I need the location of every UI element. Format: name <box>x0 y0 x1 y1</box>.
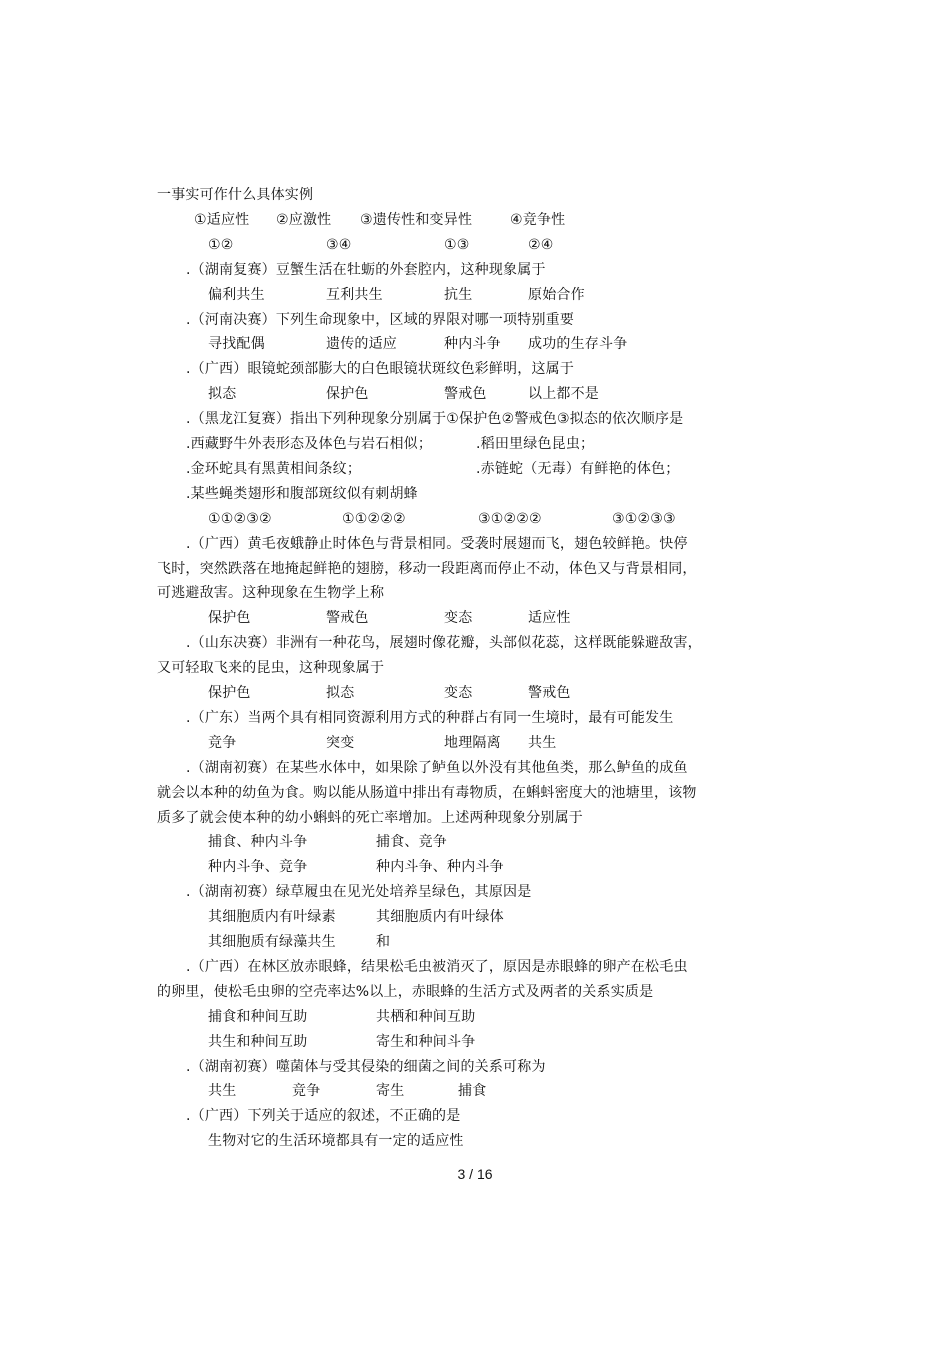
option-cell: 共生 <box>528 734 557 751</box>
text-line: .（广东）当两个具有相同资源利用方式的种群占有同一生境时，最有可能发生 <box>186 709 674 726</box>
text-line <box>208 832 720 852</box>
text-line: .（黑龙江复赛）指出下列种现象分别属于①保护色②警戒色③拟态的依次顺序是 <box>186 411 684 428</box>
option-cell: 警戒色 <box>326 610 369 627</box>
option-cell: 保护色 <box>326 386 369 403</box>
text-line: 的卵里，使松毛虫卵的空壳率达%以上，赤眼蜂的生活方式及两者的关系实质是 <box>157 983 654 1000</box>
option-cell: 拟态 <box>326 685 355 701</box>
text-line: 质多了就会使本种的幼小蝌蚪的死亡率增加。上述两种现象分别属于 <box>157 809 583 826</box>
text-line: 飞时，突然跌落在地掩起鲜艳的翅膀，移动一段距离而停止不动，体色又与背景相同， <box>157 560 697 577</box>
option-cell: 保护色 <box>208 610 251 627</box>
text-line: .某些蝇类翅形和腹部斑纹似有刺胡蜂 <box>186 485 418 502</box>
page-number: 3 / 16 <box>457 1166 493 1182</box>
option-cell: ①①②③② <box>208 510 272 527</box>
option-cell: ①② <box>208 236 234 253</box>
option-cell: 以上都不是 <box>528 386 599 403</box>
text-line <box>208 1032 720 1052</box>
option-cell: ①③ <box>444 236 470 253</box>
option-cell: 抗生 <box>444 286 473 303</box>
option-cell: ①适应性 <box>194 211 250 228</box>
option-cell: ③④ <box>326 236 352 253</box>
text-line: .（湖南初赛）在某些水体中，如果除了鲈鱼以外没有其他鱼类，那么鲈鱼的成鱼 <box>186 759 688 776</box>
option-cell: 种内斗争 <box>444 336 501 353</box>
option-cell: .金环蛇具有黑黄相间条纹； <box>186 460 362 477</box>
text-line: 一事实可作什么具体实例 <box>157 187 314 203</box>
option-cell: 地理隔离 <box>444 734 501 751</box>
option-cell: 互利共生 <box>326 286 383 303</box>
text-line <box>208 334 720 354</box>
option-cell: 捕食 <box>458 1083 487 1100</box>
text-line <box>208 285 720 305</box>
text-line <box>208 932 720 952</box>
option-cell: ①①②②② <box>342 510 406 527</box>
option-cell: ②应激性 <box>276 211 332 228</box>
text-line: 又可轻取飞来的昆虫，这种现象属于 <box>157 660 385 677</box>
option-cell: 原始合作 <box>528 286 585 303</box>
option-cell: 变态 <box>444 685 473 701</box>
text-line: .（河南决赛）下列生命现象中，区域的界限对哪一项特别重要 <box>186 311 575 328</box>
option-cell: 寄生 <box>376 1083 405 1100</box>
text-line <box>208 733 720 753</box>
text-line <box>186 434 720 454</box>
text-line <box>208 857 720 877</box>
option-cell: 寻找配偶 <box>208 336 265 353</box>
option-cell: 和 <box>376 934 391 950</box>
option-cell: .西藏野牛外表形态及体色与岩石相似； <box>186 436 433 452</box>
option-cell: ③遗传性和变异性 <box>360 211 473 228</box>
text-line <box>208 608 720 628</box>
option-cell: 其细胞质内有叶绿体 <box>376 909 504 926</box>
text-line: 可逃避敌害。这种现象在生物学上称 <box>157 585 385 602</box>
text-line: .（山东决赛）非洲有一种花鸟，展翅时像花瓣，头部似花蕊，这样既能躲避敌害， <box>186 635 702 652</box>
option-cell: 其细胞质内有叶绿素 <box>208 909 336 926</box>
text-line <box>194 210 720 230</box>
option-cell: 共生和种间互助 <box>208 1033 308 1050</box>
option-cell: 寄生和种间斗争 <box>376 1033 476 1050</box>
option-cell: ③①②③③ <box>612 510 676 527</box>
option-cell: 偏利共生 <box>208 286 265 303</box>
text-line <box>208 1007 720 1027</box>
option-cell: 种内斗争、种内斗争 <box>376 859 504 876</box>
option-cell: 变态 <box>444 610 473 627</box>
option-cell: 捕食、竞争 <box>376 834 447 851</box>
text-line <box>208 683 720 703</box>
text-line <box>186 459 720 479</box>
text-line: .（广西）下列关于适应的叙述，不正确的是 <box>186 1108 461 1125</box>
option-cell: 拟态 <box>208 386 237 403</box>
text-line <box>208 384 720 404</box>
text-line: .（广西）眼镜蛇颈部膨大的白色眼镜状斑纹色彩鲜明，这属于 <box>186 361 575 378</box>
option-cell: 警戒色 <box>528 685 571 701</box>
text-line: .（广西）在林区放赤眼蜂，结果松毛虫被消灭了，原因是赤眼蜂的卵产在松毛虫 <box>186 958 688 975</box>
option-cell: 突变 <box>326 734 355 751</box>
option-cell: 竞争 <box>292 1083 321 1100</box>
text-line: 生物对它的生活环境都具有一定的适应性 <box>208 1133 464 1150</box>
text-line <box>208 235 720 255</box>
option-cell: 成功的生存斗争 <box>528 336 628 353</box>
option-cell: 种内斗争、竞争 <box>208 859 308 876</box>
option-cell: 遗传的适应 <box>326 336 397 353</box>
option-cell: .赤链蛇（无毒）有鲜艳的体色； <box>476 460 680 477</box>
option-cell: 其细胞质有绿藻共生 <box>208 934 336 950</box>
text-line <box>208 509 720 529</box>
option-cell: ④竞争性 <box>510 211 566 228</box>
option-cell: ③①②②② <box>478 510 542 527</box>
option-cell: 适应性 <box>528 610 571 627</box>
text-line: 就会以本种的幼鱼为食。购以能从肠道中排出有毒物质，在蝌蚪密度大的池塘里，该物 <box>157 784 697 801</box>
option-cell: 保护色 <box>208 685 251 701</box>
text-line: .（湖南复赛）豆蟹生活在牡蛎的外套腔内，这种现象属于 <box>186 261 546 278</box>
text-line: .（广西）黄毛夜蛾静止时体色与背景相同。受袭时展翅而飞，翅色较鲜艳。快停 <box>186 535 688 552</box>
option-cell: .稻田里绿色昆虫； <box>476 436 595 452</box>
option-cell: 警戒色 <box>444 386 487 403</box>
option-cell: ②④ <box>528 236 554 253</box>
text-line: .（湖南初赛）噬菌体与受其侵染的细菌之间的关系可称为 <box>186 1058 546 1075</box>
option-cell: 捕食、种内斗争 <box>208 834 308 851</box>
option-cell: 共生 <box>208 1083 237 1100</box>
option-cell: 捕食和种间互助 <box>208 1008 308 1025</box>
option-cell: 竞争 <box>208 734 237 751</box>
text-line <box>208 907 720 927</box>
text-line: .（湖南初赛）绿草履虫在见光处培养呈绿色，其原因是 <box>186 884 532 901</box>
option-cell: 共栖和种间互助 <box>376 1008 476 1025</box>
text-line <box>208 1081 720 1101</box>
